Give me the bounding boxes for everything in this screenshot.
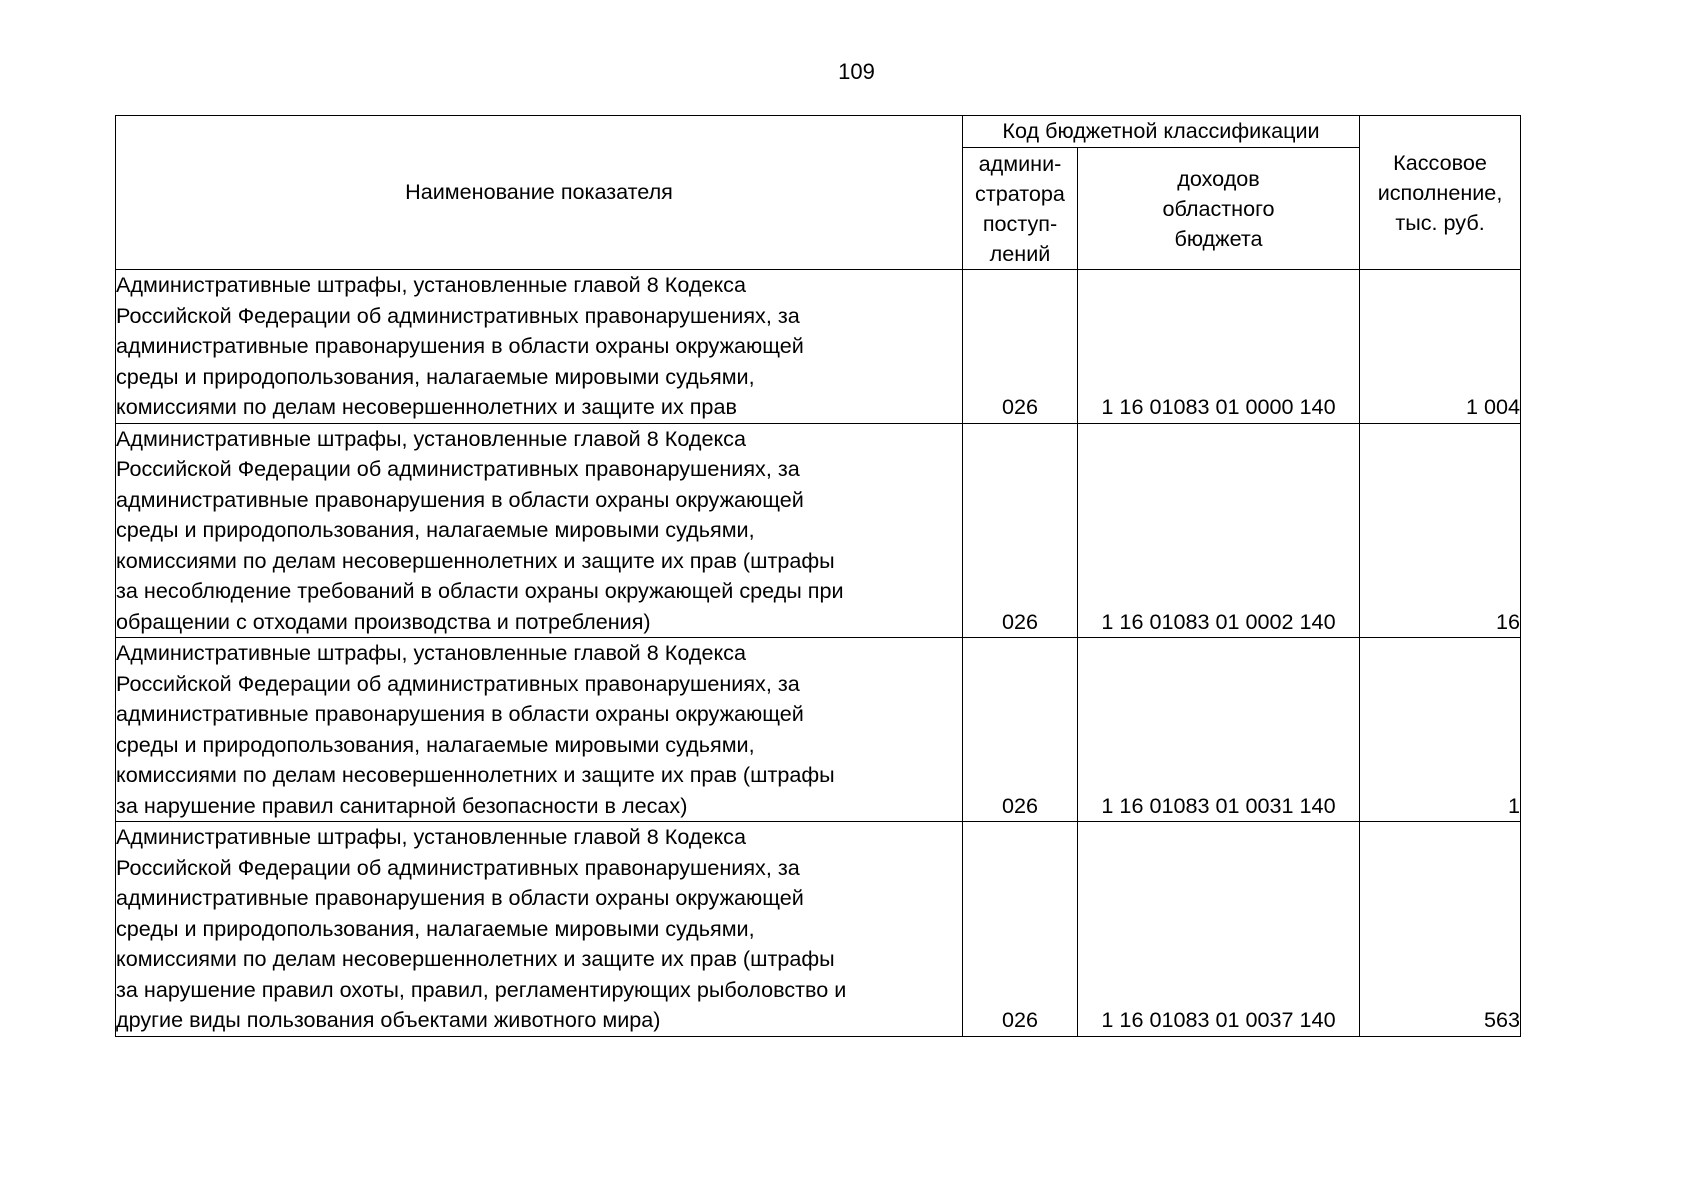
header-budget-classification-code: Код бюджетной классификации [963,116,1360,148]
table-header [116,116,1521,270]
header-regional-budget-revenue-label: доходов областного бюджета [1162,165,1275,251]
row-cash-execution: 16 [1360,423,1521,638]
header-revenue-administrator-label: админи- стратора поступ- лений [975,150,1065,266]
table-body [116,270,1521,1037]
row-administrator-code: 026 [963,638,1078,822]
table-row [116,423,1521,638]
row-cash-execution: 1 004 [1360,270,1521,424]
table-row [116,638,1521,822]
header-cash-execution-label: Кассовое исполнение, тыс. руб. [1377,149,1503,235]
budget-table [115,115,1521,1037]
row-administrator-code: 026 [963,423,1078,638]
row-indicator-name: Административные штрафы, установленные главой 8 Кодекса Российской Федерации об административных правонарушениях, за административные правонарушения в области охраны окружающей среды и природопользования, налагаемые мировыми судьями, комиссиями по делам несовершеннолетних и защите их прав (штрафы за нарушение правил санитарной безопасности в лесах) [116,638,963,822]
row-cash-execution: 563 [1360,822,1521,1037]
header-regional-budget-revenue [1078,148,1360,270]
row-indicator-name: Административные штрафы, установленные главой 8 Кодекса Российской Федерации об административных правонарушениях, за административные правонарушения в области охраны окружающей среды и природопользования, налагаемые мировыми судьями, комиссиями по делам несовершеннолетних и защите их прав (штрафы за несоблюдение требований в области охраны окружающей среды при обращении с отходами производства и потребления) [116,423,963,638]
row-indicator-name: Административные штрафы, установленные главой 8 Кодекса Российской Федерации об административных правонарушениях, за административные правонарушения в области охраны окружающей среды и природопользования, налагаемые мировыми судьями, комиссиями по делам несовершеннолетних и защите их прав [116,270,963,424]
page-number: 109 [838,59,875,84]
row-revenue-code: 1 16 01083 01 0002 140 [1078,423,1360,638]
table-row [116,270,1521,424]
header-revenue-administrator [963,148,1078,270]
row-revenue-code: 1 16 01083 01 0031 140 [1078,638,1360,822]
row-revenue-code: 1 16 01083 01 0000 140 [1078,270,1360,424]
row-indicator-name: Административные штрафы, установленные главой 8 Кодекса Российской Федерации об административных правонарушениях, за административные правонарушения в области охраны окружающей среды и природопользования, налагаемые мировыми судьями, комиссиями по делам несовершеннолетних и защите их прав (штрафы за нарушение правил охоты, правил, регламентирующих рыболовство и другие виды пользования объектами животного мира) [116,822,963,1037]
row-cash-execution: 1 [1360,638,1521,822]
row-administrator-code: 026 [963,822,1078,1037]
header-indicator-name: Наименование показателя [116,116,963,270]
row-revenue-code: 1 16 01083 01 0037 140 [1078,822,1360,1037]
header-cash-execution [1360,116,1521,270]
table-row [116,822,1521,1037]
row-administrator-code: 026 [963,270,1078,424]
